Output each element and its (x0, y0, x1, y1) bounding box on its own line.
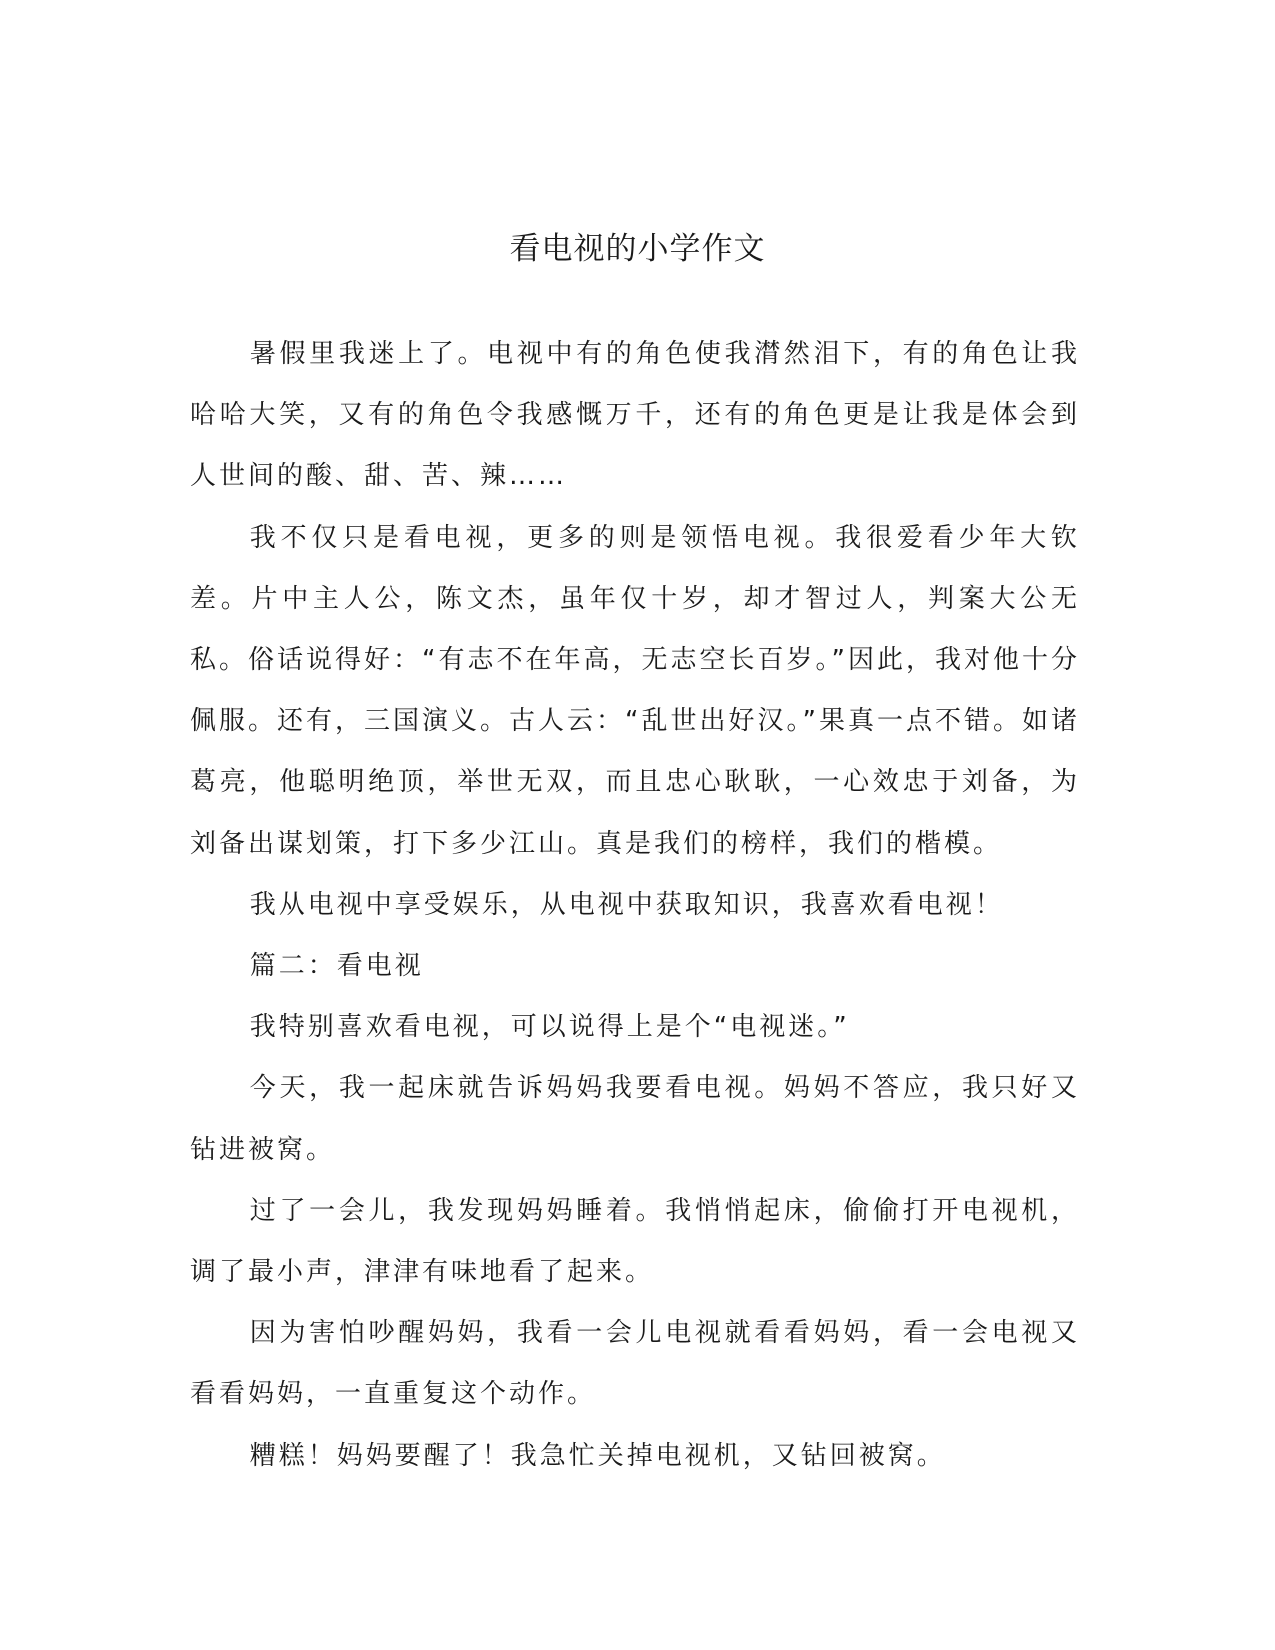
paragraph-6: 过了一会儿，我发现妈妈睡着。我悄悄起床，偷偷打开电视机，调了最小声，津津有味地看了起来。 (190, 1195, 1080, 1288)
paragraph-1: 暑假里我迷上了。电视中有的角色使我潸然泪下，有的角色让我哈哈大笑，又有的角色令我感慨万千，还有的角色更是让我是体会到人世间的酸、甜、苦、辣…… (190, 339, 1080, 492)
paragraph-8: 糟糕！妈妈要醒了！我急忙关掉电视机，又钻回被窝。 (249, 1440, 946, 1471)
paragraph-3: 我从电视中享受娱乐，从电视中获取知识，我喜欢看电视！ (249, 889, 1004, 920)
paragraph-2: 我不仅只是看电视，更多的则是领悟电视。我很爱看少年大钦差。片中主人公，陈文杰，虽年仅十岁，却才智过人，判案大公无私。俗话说得好：“有志不在年高，无志空长百岁。”因此，我对他十分佩服。还有，三国演义。古人云：“乱世出好汉。”果真一点不错。如诸葛亮，他聪明绝顶，举世无双，而且忠心耿耿，一心效忠于刘备，为刘备出谋划策，打下多少江山。真是我们的榜样，我们的楷模。 (190, 522, 1080, 859)
paragraph-5: 今天，我一起床就告诉妈妈我要看电视。妈妈不答应，我只好又钻进被窝。 (190, 1073, 1080, 1165)
document-title: 看电视的小学作文 (509, 230, 766, 267)
section-heading: 篇二：看电视 (249, 951, 424, 982)
document-body (190, 324, 1080, 1487)
paragraph-7: 因为害怕吵醒妈妈，我看一会儿电视就看看妈妈，看一会电视又看看妈妈，一直重复这个动作。 (190, 1318, 1080, 1410)
paragraph-4: 我特别喜欢看电视，可以说得上是个“电视迷。” (249, 1012, 850, 1043)
